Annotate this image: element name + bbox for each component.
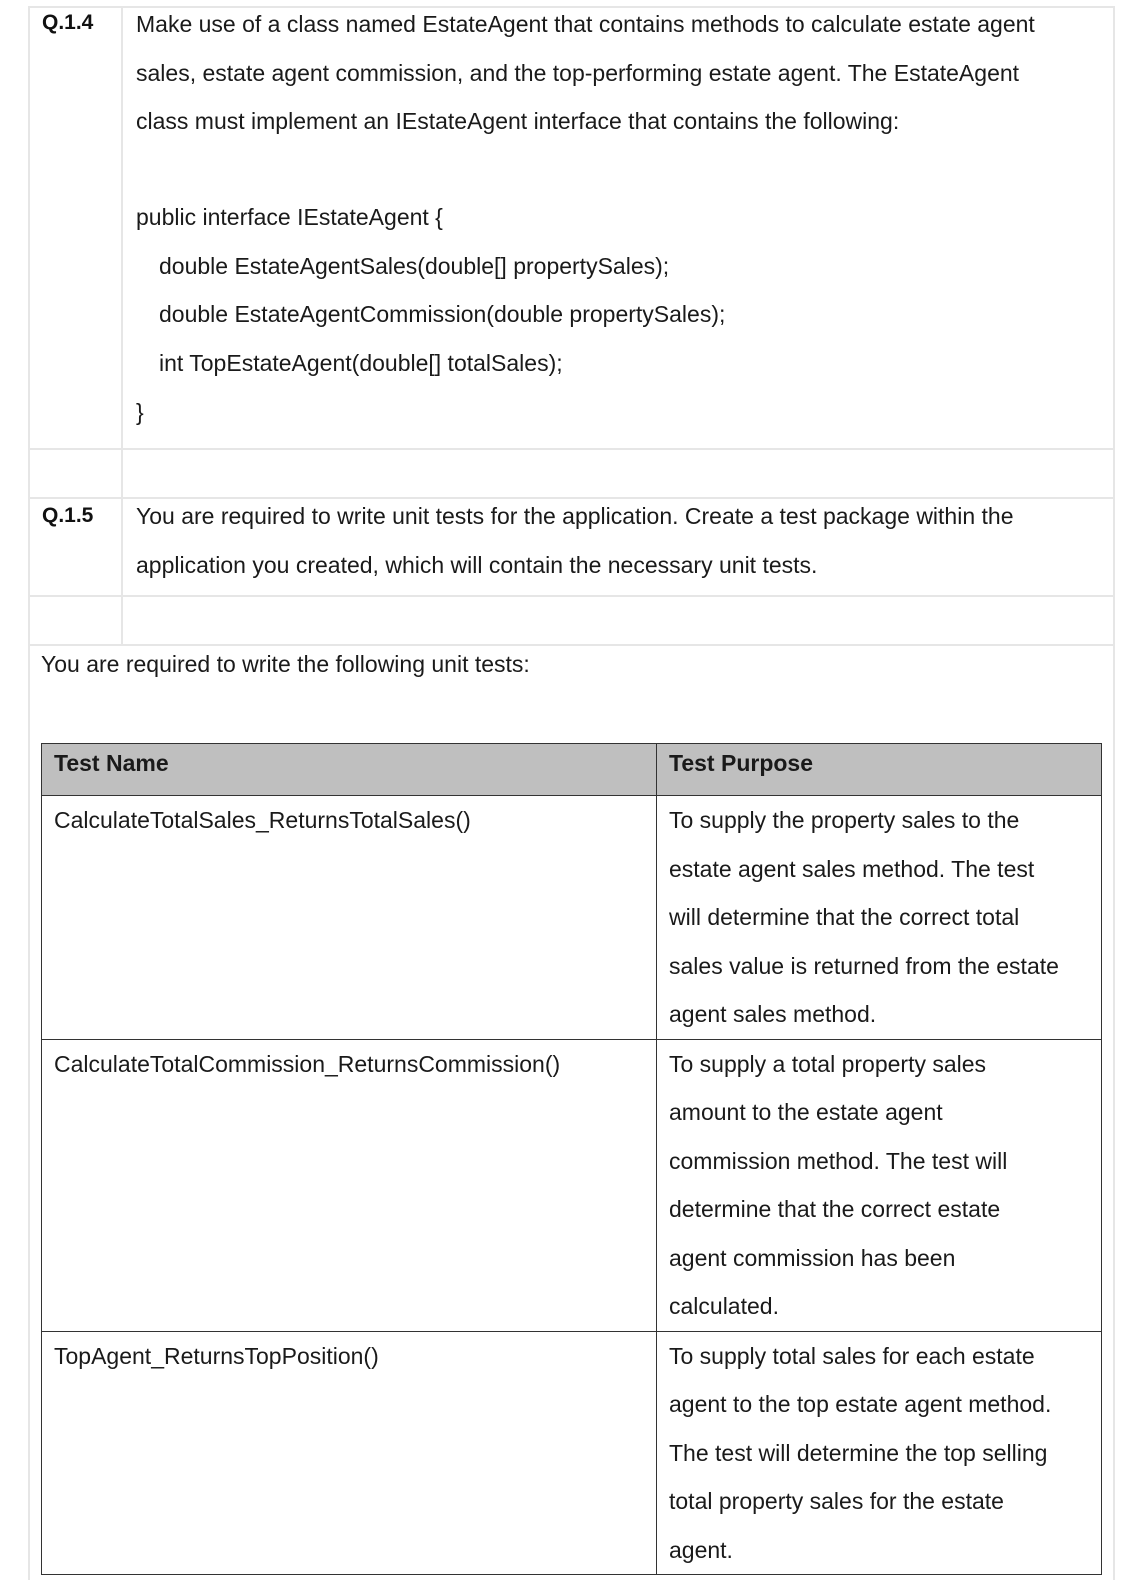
grid-line bbox=[28, 595, 1114, 597]
grid-line bbox=[121, 6, 123, 645]
text-line: Make use of a class named EstateAgent that contains methods to calculate estate agent bbox=[136, 11, 1035, 37]
question-text bbox=[136, 0, 1101, 146]
code-line: double EstateAgentCommission(double propertySales); bbox=[159, 301, 726, 327]
text-line: sales, estate agent commission, and the top-performing estate agent. The EstateAgent bbox=[136, 59, 1020, 86]
purpose-line: To supply total sales for each estate bbox=[669, 1342, 1035, 1369]
grid-line bbox=[1113, 6, 1115, 1580]
test-name-cell: CalculateTotalCommission_ReturnsCommission() bbox=[42, 1039, 657, 1331]
test-purpose-cell bbox=[657, 796, 1102, 1040]
question-number: Q.1.4 bbox=[42, 11, 94, 34]
purpose-line: agent. bbox=[669, 1536, 733, 1563]
table-header-row bbox=[42, 744, 1102, 796]
table-row bbox=[42, 1039, 1102, 1331]
column-header: Test Purpose bbox=[657, 744, 1102, 796]
text-line: class must implement an IEstateAgent interface that contains the following: bbox=[136, 108, 900, 134]
unit-tests-intro: You are required to write the following unit tests: bbox=[41, 651, 530, 677]
test-purpose-cell bbox=[657, 1331, 1102, 1575]
text-line: You are required to write unit tests for the application. Create a test package within the bbox=[136, 503, 1014, 529]
unit-tests-table bbox=[41, 743, 1102, 1575]
purpose-line: The test will determine the top selling bbox=[669, 1439, 1048, 1466]
code-line: } bbox=[136, 399, 144, 425]
purpose-line: determine that the correct estate bbox=[669, 1196, 1001, 1222]
purpose-line: estate agent sales method. The test bbox=[669, 855, 1035, 882]
purpose-line: will determine that the correct total bbox=[669, 904, 1020, 930]
purpose-line: sales value is returned from the estate bbox=[669, 952, 1059, 979]
purpose-line: agent sales method. bbox=[669, 1001, 877, 1027]
grid-line bbox=[28, 6, 30, 1580]
test-purpose-cell bbox=[657, 1039, 1102, 1331]
purpose-line: To supply the property sales to the bbox=[669, 807, 1020, 833]
purpose-line: agent to the top estate agent method. bbox=[669, 1391, 1052, 1417]
table-row bbox=[42, 796, 1102, 1040]
purpose-line: To supply a total property sales bbox=[669, 1050, 987, 1077]
table-row bbox=[42, 1331, 1102, 1575]
purpose-line: amount to the estate agent bbox=[669, 1099, 943, 1125]
grid-line bbox=[28, 448, 1114, 450]
purpose-line: commission method. The test will bbox=[669, 1147, 1008, 1174]
purpose-line: total property sales for the estate bbox=[669, 1488, 1004, 1514]
test-name-cell: CalculateTotalSales_ReturnsTotalSales() bbox=[42, 796, 657, 1040]
purpose-line: agent commission has been bbox=[669, 1244, 956, 1271]
purpose-line: calculated. bbox=[669, 1293, 779, 1319]
column-header: Test Name bbox=[42, 744, 657, 796]
code-line: public interface IEstateAgent { bbox=[136, 204, 443, 230]
code-line: double EstateAgentSales(double[] propertySales); bbox=[159, 253, 670, 279]
test-name-cell: TopAgent_ReturnsTopPosition() bbox=[42, 1331, 657, 1575]
code-line: int TopEstateAgent(double[] totalSales); bbox=[159, 350, 563, 376]
question-number: Q.1.5 bbox=[42, 504, 94, 527]
question-text bbox=[136, 492, 1101, 589]
text-line: application you created, which will contain the necessary unit tests. bbox=[136, 551, 818, 578]
